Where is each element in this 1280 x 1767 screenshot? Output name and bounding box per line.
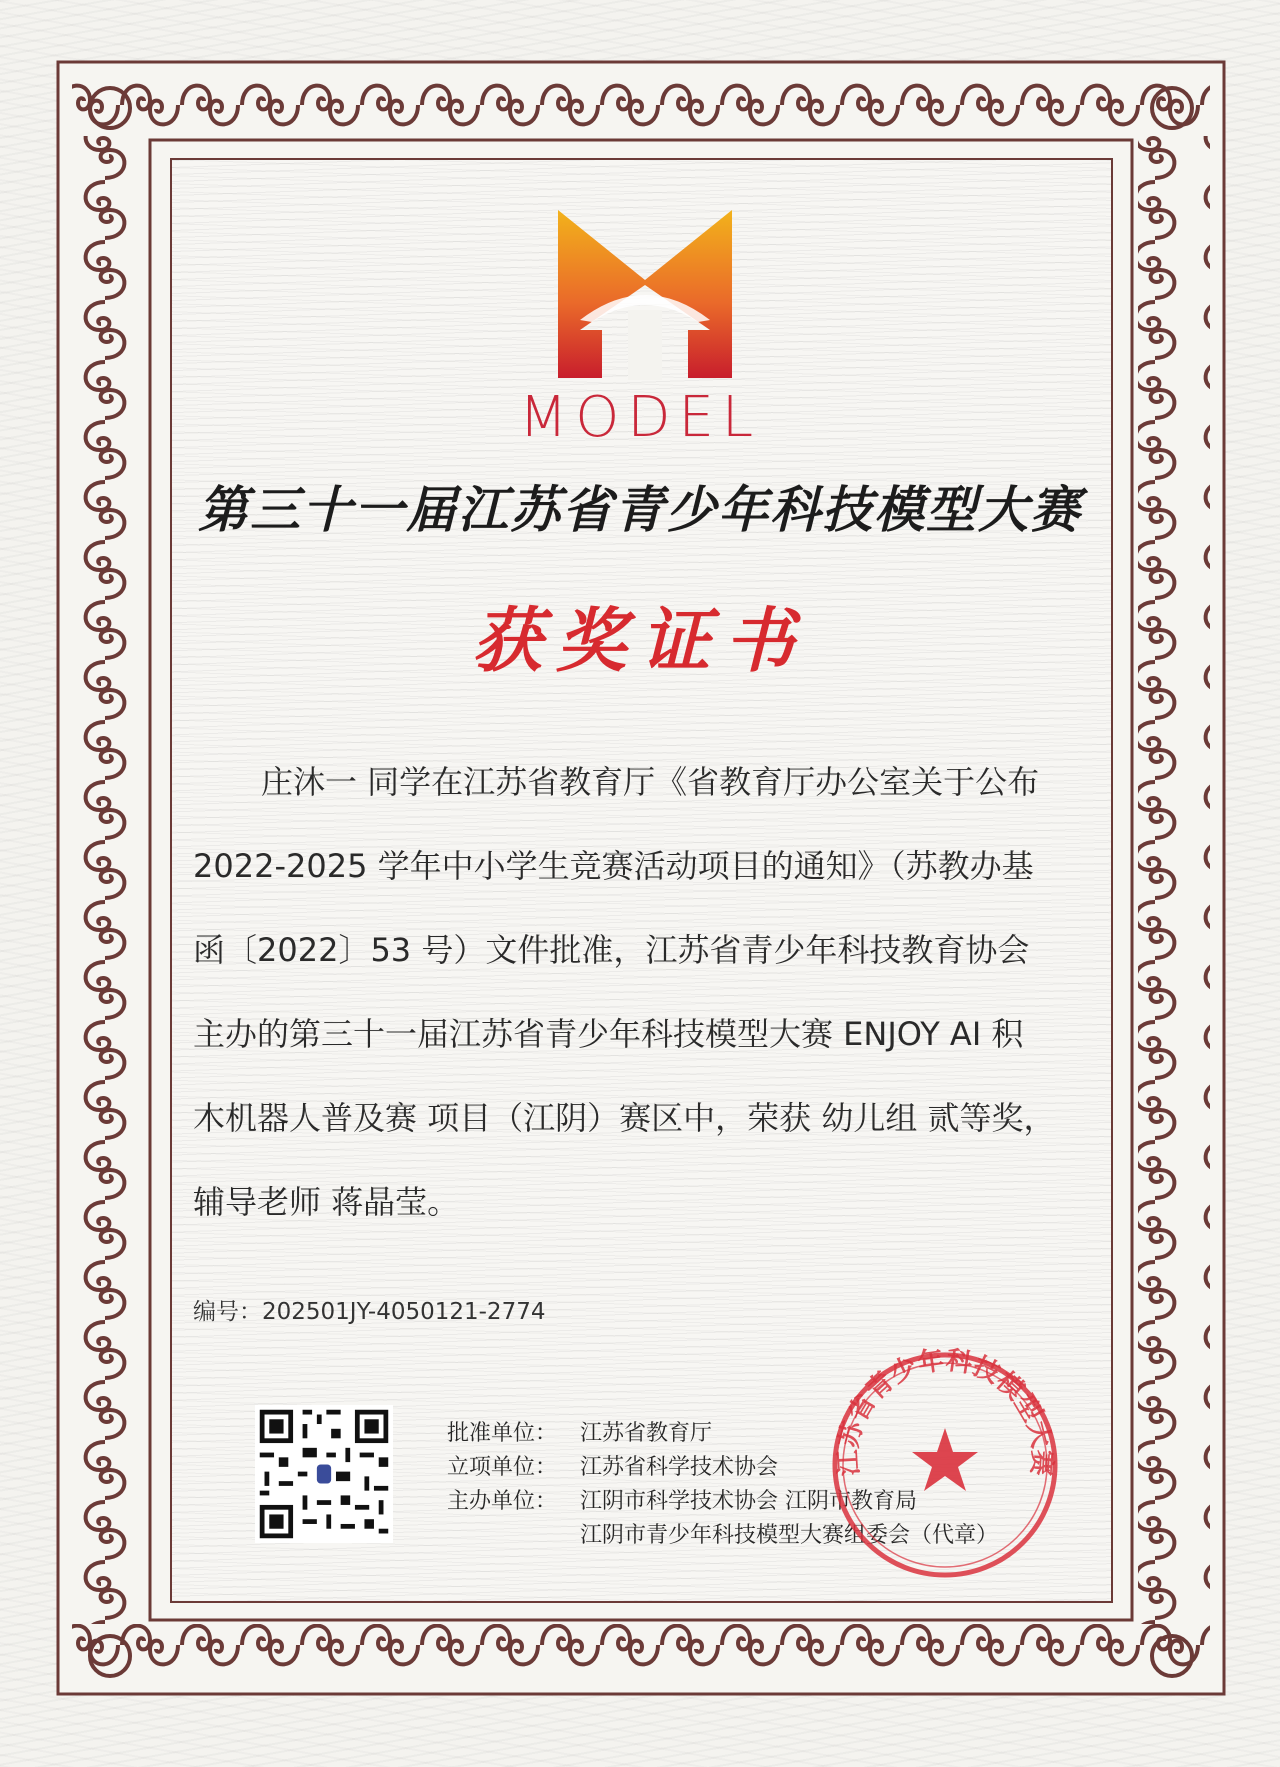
model-logo-text: MODEL: [518, 385, 762, 450]
project-unit-label: 立项单位：: [447, 1455, 558, 1480]
certificate-body: [193, 752, 1103, 1256]
host-unit-row-2: 江阴市青少年科技模型大赛组委会（代章）: [580, 1523, 999, 1548]
body-line: 辅导老师 蒋晶莹。: [193, 1183, 460, 1221]
serial-number: 编号：202501JY-4050121-2774: [193, 1299, 546, 1325]
official-seal-stamp: [820, 1340, 1070, 1590]
body-line: 2022-2025 学年中小学生竞赛活动项目的通知》（苏教办基: [193, 847, 1034, 885]
qr-code-icon[interactable]: [255, 1405, 393, 1543]
body-line: 主办的第三十一届江苏省青少年科技模型大赛 ENJOY AI 积: [193, 1015, 1024, 1053]
project-unit-value: 江苏省科学技术协会: [580, 1455, 779, 1480]
svg-text:江苏省青少年科技模型大赛: 江苏省青少年科技模型大赛: [833, 1345, 1057, 1477]
body-line: 庄沐一 同学在江苏省教育厅《省教育厅办公室关于公布: [261, 763, 1040, 801]
approval-unit-label: 批准单位：: [447, 1421, 558, 1446]
body-line: 函〔2022〕53 号）文件批准，江苏省青少年科技教育协会: [193, 931, 1030, 969]
host-unit-label: 主办单位：: [447, 1489, 558, 1514]
certificate-title: 获奖证书: [472, 599, 808, 682]
competition-title: 第三十一届江苏省青少年科技模型大赛: [198, 480, 1082, 539]
body-line: 木机器人普及赛 项目（江阴）赛区中，荣获 幼儿组 贰等奖，: [193, 1099, 1056, 1137]
approval-unit-value: 江苏省教育厅: [580, 1421, 713, 1446]
host-unit-value: 江阴市科学技术协会 江阴市教育局: [580, 1489, 917, 1514]
